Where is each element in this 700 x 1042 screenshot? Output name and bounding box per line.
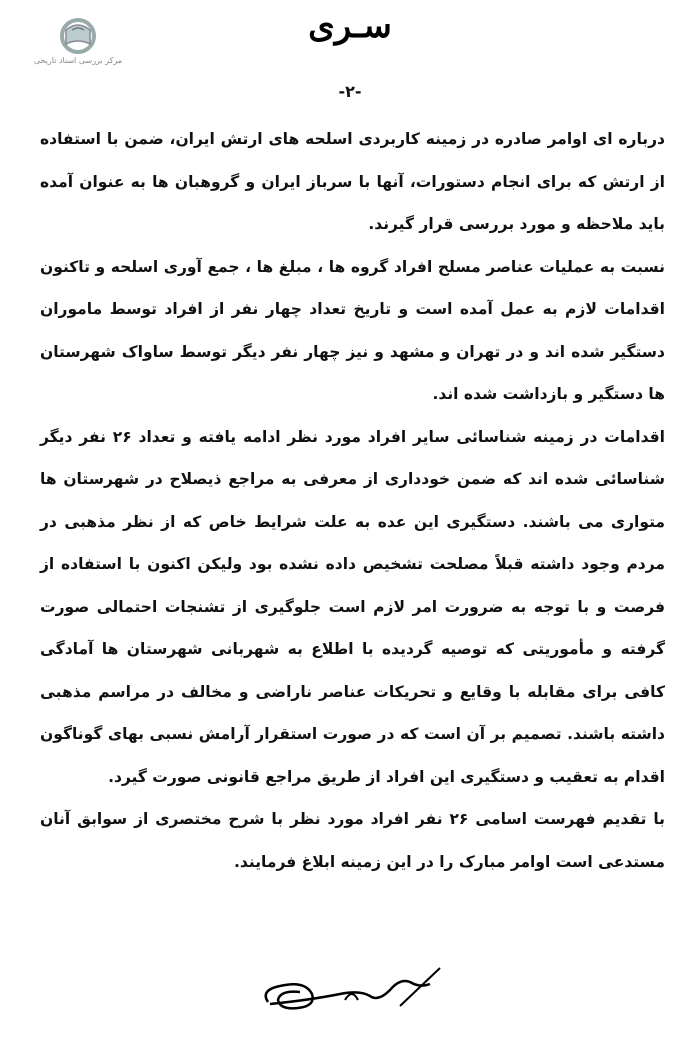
logo-caption: مرکز بررسی اسناد تاریخی [33, 56, 123, 65]
handwritten-signature [250, 960, 450, 1030]
paragraph: نسبت به عملیات عناصر مسلح افراد گروه ها ، مبلغ ها ، جمع آوری اسلحه و تاکنون اقدامات لازم به عمل آمده است و تاریخ تعداد چهار نفر از افراد توسط ماموران دستگیر شده اند و در تهران و مشهد و نیز چهار نفر دیگر توسط ساواک شهرستان ها دستگیر و بازداشت شده اند. [40, 257, 665, 403]
paragraph: درباره ای اوامر صادره در زمینه کاربردی اسلحه های ارتش ایران، ضمن با استفاده از ارتش که برای انجام دستورات، آنها با سرباز ایران و گروهبان ها به عنوان آمده باید ملاحظه و مورد بررسی قرار گیرند. [40, 130, 665, 233]
archive-center-logo-icon [50, 18, 106, 54]
page-number: -۲- [338, 82, 362, 101]
classification-heading: سـری [308, 6, 392, 46]
paragraph: با تقدیم فهرست اسامی ۲۶ نفر افراد مورد نظر با شرح مختصری از سوابق آنان مستدعی است اوامر مبارک را در این زمینه ابلاغ فرمایند. [40, 810, 665, 871]
document-body [40, 118, 665, 883]
archive-logo [28, 18, 128, 65]
paragraph: اقدامات در زمینه شناسائی سایر افراد مورد نظر ادامه یافته و تعداد ۲۶ نفر دیگر شناسائی شده اند که ضمن خودداری از معرفی به مراجع ذیصلاح در شهرستان ها متواری می باشند. دستگیری این عده به علت شرایط خاص که از نظر مذهبی در مردم وجود داشته قبلاً مصلحت تشخیص داده نشده بود ولیکن اکنون با استفاده از فرصت و با توجه به ضرورت امر لازم است جلوگیری از تشنجات احتمالی صورت گرفته و مأموریتی که توصیه گردیده با اطلاع به شهربانی شهرستان ها آمادگی کافی برای مقابله با وقایع و تحریکات عناصر ناراضی و مخالف در مراسم مذهبی داشته باشند. تصمیم بر آن است که در صورت استقرار آرامش نسبی بهای گوناگون اقدام به تعقیب و دستگیری این افراد از طریق مراجع قانونی صورت گیرد. [40, 427, 665, 786]
